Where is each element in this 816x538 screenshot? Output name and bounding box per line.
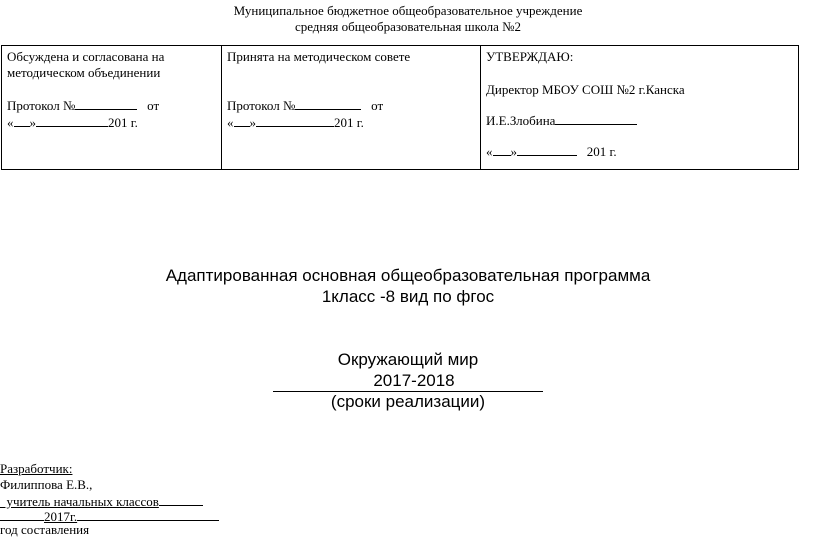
program-years-value: 2017-2018 <box>373 371 455 390</box>
association-title-line1: Обсуждена и согласована на <box>7 49 165 64</box>
program-years-label: (сроки реализации) <box>330 392 486 411</box>
director-line: Директор МБОУ СОШ №2 г.Канска <box>486 82 685 97</box>
approve-title: УТВЕРЖДАЮ: <box>486 49 574 64</box>
council-protocol-line: Протокол № от <box>227 98 384 113</box>
school-type-line: Муниципальное бюджетное общеобразовательное учреждение <box>233 3 583 18</box>
school-name-line: средняя общеобразовательная школа №2 <box>294 19 522 34</box>
association-title-line2: методическом объединении <box>7 65 161 80</box>
approval-cell <box>481 46 799 170</box>
association-protocol-line: Протокол № от <box>7 98 160 113</box>
council-title: Принята на методическом совете <box>227 49 411 64</box>
developer-position: учитель начальных классов <box>0 493 203 510</box>
director-name-line: И.Е.Злобина <box>486 112 793 129</box>
methodical-council-cell <box>222 46 481 170</box>
council-date-line: « » 201 г. <box>227 115 364 130</box>
approvals-table <box>1 45 799 170</box>
program-years <box>0 370 816 392</box>
program-title: Адаптированная основная общеобразовательная программа <box>165 266 651 285</box>
approval-date-line: « » 201 г. <box>486 144 617 159</box>
developer-year: 2017г. <box>0 508 219 525</box>
developer-name: Филиппова Е.В., <box>0 477 93 492</box>
developer-year-label: год составления <box>0 522 90 537</box>
methodical-association-cell <box>2 46 222 170</box>
association-date-line: « » 201 г. <box>7 115 138 130</box>
program-subtitle: 1класс -8 вид по фгос <box>321 287 495 306</box>
developer-label: Разработчик: <box>0 461 73 476</box>
subject-title: Окружающий мир <box>337 350 479 369</box>
